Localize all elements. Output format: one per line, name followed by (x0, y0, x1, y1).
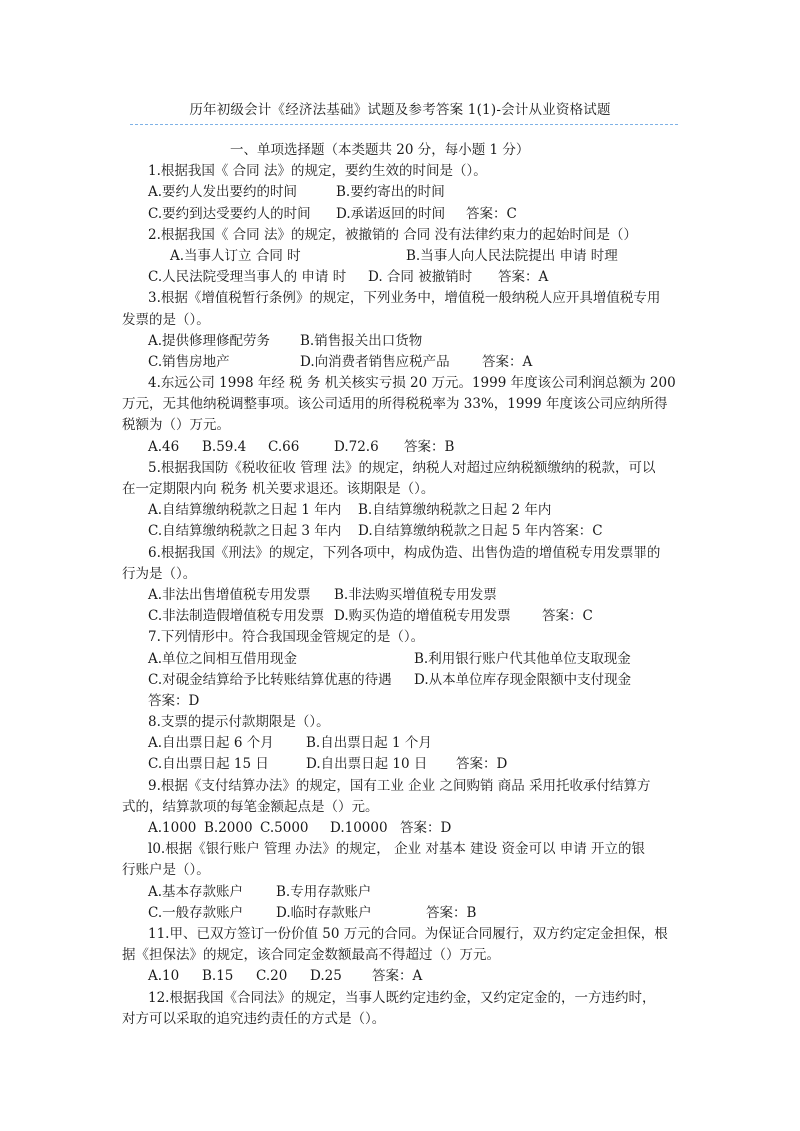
answer-label: 答案：A (372, 968, 423, 985)
answer-option: B.利用银行账户代其他单位支取现金 (414, 650, 631, 667)
question-11 (122, 924, 682, 988)
answer-option: D.向消费者销售应税产品 (300, 353, 450, 370)
question-stem: 2.根据我国《 合同 法》的规定，被撤销的 合同 没有法律约束力的起始时间是（） (148, 226, 638, 243)
answer-option: D.自结算缴纳税款之日起 5 年内答案：C (358, 523, 603, 540)
question-stem: 11.甲、已双方签订一份价值 50 万元的合同。为保证合同履行，双方约定定金担保，根 (148, 925, 668, 942)
answer-option: C.20 (256, 968, 288, 985)
answer-option: B.2000 (204, 820, 253, 836)
answer-option: C.66 (268, 438, 300, 455)
question-1 (122, 161, 682, 225)
answer-option: C.要约到达受要约人的时间 (148, 205, 311, 222)
option-row (122, 649, 682, 670)
option-row (122, 882, 682, 903)
option-row (122, 437, 682, 458)
answer-option: D. 合同 被撤销时 (368, 269, 473, 286)
question-list (122, 140, 682, 1030)
answer-label: 答案：B (426, 904, 477, 921)
answer-option: B.非法购买增值税专用发票 (334, 586, 497, 603)
question-stem: 9.根据《支付结算办法》的规定，国有工业 企业 之间购销 商品 采用托收承付结算方 (148, 777, 651, 794)
question-stem-continuation: 发票的是（）。 (122, 311, 210, 328)
answer-option: C.自出票日起 15 日 (148, 756, 269, 773)
option-row (122, 182, 682, 203)
question-7 (122, 627, 682, 712)
option-row (122, 754, 682, 775)
question-stem-continuation: 在一定期限内向 税务 机关要求退还。该期限是（）。 (122, 481, 435, 497)
answer-option: B.自结算缴纳税款之日起 2 年内 (358, 502, 552, 519)
option-row (122, 521, 682, 542)
question-4 (122, 373, 682, 458)
option-row (122, 585, 682, 606)
answer-label: 答案：B (404, 438, 455, 455)
question-stem-continuation: 对方可以采取的追究违约责任的方式是（）。 (122, 1010, 386, 1027)
question-stem: 3.根据《增值税暂行条例》的规定，下列业务中，增值税一般纳税人应开具增值税专用 (148, 290, 661, 307)
answer-option: C.销售房地产 (148, 353, 230, 370)
question-stem: 8.支票的提示付款期限是（）。 (148, 714, 330, 731)
option-row (122, 500, 682, 521)
question-stem-continuation: 据《担保法》的规定，该合同定金数额最高不得超过（）万元。 (122, 947, 500, 964)
question-stem: 7.下列情形中。符合我国现金管规定的是（）。 (148, 629, 425, 646)
option-row (122, 966, 682, 987)
answer-option: B.要约寄出的时间 (336, 184, 445, 201)
question-10 (122, 839, 682, 924)
option-row (122, 352, 682, 373)
answer-option: A.单位之间相互借用现金 (148, 650, 298, 667)
question-stem-continuation: 行账户是（）。 (122, 862, 210, 879)
answer-option: D.承诺返回的时间 (336, 205, 446, 222)
option-row (122, 267, 682, 288)
document-title: 历年初级会计《经济法基础》试题及参考答案 1(1)-会计从业资格试题 (189, 102, 611, 118)
answer-option: C.对硯金结算给予比转账结算优惠的待遇 (148, 671, 392, 688)
question-stem: 6.根据我国《刑法》的规定，下列各项中，构成伪造、出售伪造的增值税专用发票罪的 (148, 544, 661, 561)
answer-option: C.自结算缴纳税款之日起 3 年内 (148, 523, 342, 540)
answer-option: C.5000 (260, 820, 309, 836)
answer-label: 答案：D (400, 820, 452, 836)
option-row (122, 818, 682, 839)
answer-option: C.非法制造假增值税专用发票 (148, 608, 325, 625)
answer-option: A.要约人发出要约的时间 (148, 184, 298, 201)
answer-option: A.自结算缴纳税款之日起 1 年内 (148, 502, 342, 519)
option-row (122, 606, 682, 627)
answer-option: A.1000 (148, 820, 197, 836)
answer-option: D.25 (310, 968, 342, 985)
question-stem: l0.根据《银行账户 管理 办法》的规定， 企业 对基本 建设 资金可以 申请 开立的银 (148, 841, 646, 858)
question-5 (122, 458, 682, 543)
answer-option: D.购买伪造的增值税专用发票 (334, 608, 511, 625)
answer-option: B.当事人向人民法院提出 申请 时理 (406, 247, 618, 264)
question-12 (122, 988, 682, 1030)
answer-option: A.10 (148, 968, 180, 985)
option-row (122, 670, 682, 691)
question-stem-continuation: 式的，结算款项的每笔金额起点是（）元。 (122, 798, 379, 815)
answer-label: 答案：D (456, 756, 508, 773)
answer-option: C.一般存款账户 (148, 904, 244, 921)
section-heading: 一、单项选择题（本类题共 20 分，每小题 1 分） (230, 142, 530, 158)
answer-option: D.临时存款账户 (276, 904, 372, 921)
question-2 (122, 225, 682, 289)
answer-option: B.59.4 (202, 438, 247, 455)
question-3 (122, 288, 682, 373)
answer-option: C.人民法院受理当事人的 申请 时 (148, 269, 347, 286)
question-stem: 1.根据我国《 合同 法》的规定，要约生效的时间是（）。 (148, 163, 487, 180)
question-8 (122, 712, 682, 776)
option-row (122, 204, 682, 225)
answer-option: B.自出票日起 1 个月 (306, 735, 432, 752)
question-stem-continuation: 行为是（）。 (122, 565, 197, 582)
question-9 (122, 776, 682, 840)
answer-label: 答案：A (482, 353, 533, 370)
option-row (122, 691, 682, 712)
answer-label: 答案：C (466, 205, 517, 222)
option-row (122, 331, 682, 352)
question-stem: 12.根据我国《合同法》的规定，当事人既约定违约金，又约定定金的，一方违约时， (148, 989, 656, 1006)
answer-option: D.72.6 (334, 438, 379, 455)
option-row (122, 903, 682, 924)
answer-option: A.当事人订立 合同 时 (170, 247, 301, 264)
answer-option: A.非法出售增值税专用发票 (148, 586, 311, 603)
question-stem-continuation: 税额为（）万元。 (122, 417, 230, 434)
option-row (122, 246, 682, 267)
answer-option: B.销售报关出口货物 (300, 332, 423, 349)
question-stem-continuation: 万元，无其他纳税调整事项。该公司适用的所得税税率为 33%，1999 年度该公司应纳所得 (122, 396, 668, 413)
answer-label: 答案：A (498, 269, 549, 286)
answer-option: A.提供修理修配劳务 (148, 332, 271, 349)
question-stem: 5.根据我国防《税收征收 管理 法》的规定，纳税人对超过应纳税额缴纳的税款，可以 (148, 459, 656, 476)
question-stem: 4.东远公司 1998 年经 税 务 机关核实亏损 20 万元。1999 年度该公司利润总额为 200 (148, 375, 676, 392)
answer-option: A.自出票日起 6 个月 (148, 735, 274, 752)
answer-option: D.自出票日起 10 日 (306, 756, 428, 773)
option-row (122, 733, 682, 754)
question-6 (122, 543, 682, 628)
answer-option: D.10000 (330, 820, 388, 836)
answer-label: 答案：C (542, 608, 593, 625)
answer-option: B.专用存款账户 (276, 883, 372, 900)
answer-option: D.从本单位库存现金限额中支付现金 (414, 671, 632, 688)
answer-option: A.基本存款账户 (148, 883, 244, 900)
answer-option: A.46 (148, 438, 180, 455)
answer-option: B.15 (202, 968, 234, 985)
answer-label: 答案：D (148, 692, 200, 709)
title-divider (130, 124, 678, 125)
